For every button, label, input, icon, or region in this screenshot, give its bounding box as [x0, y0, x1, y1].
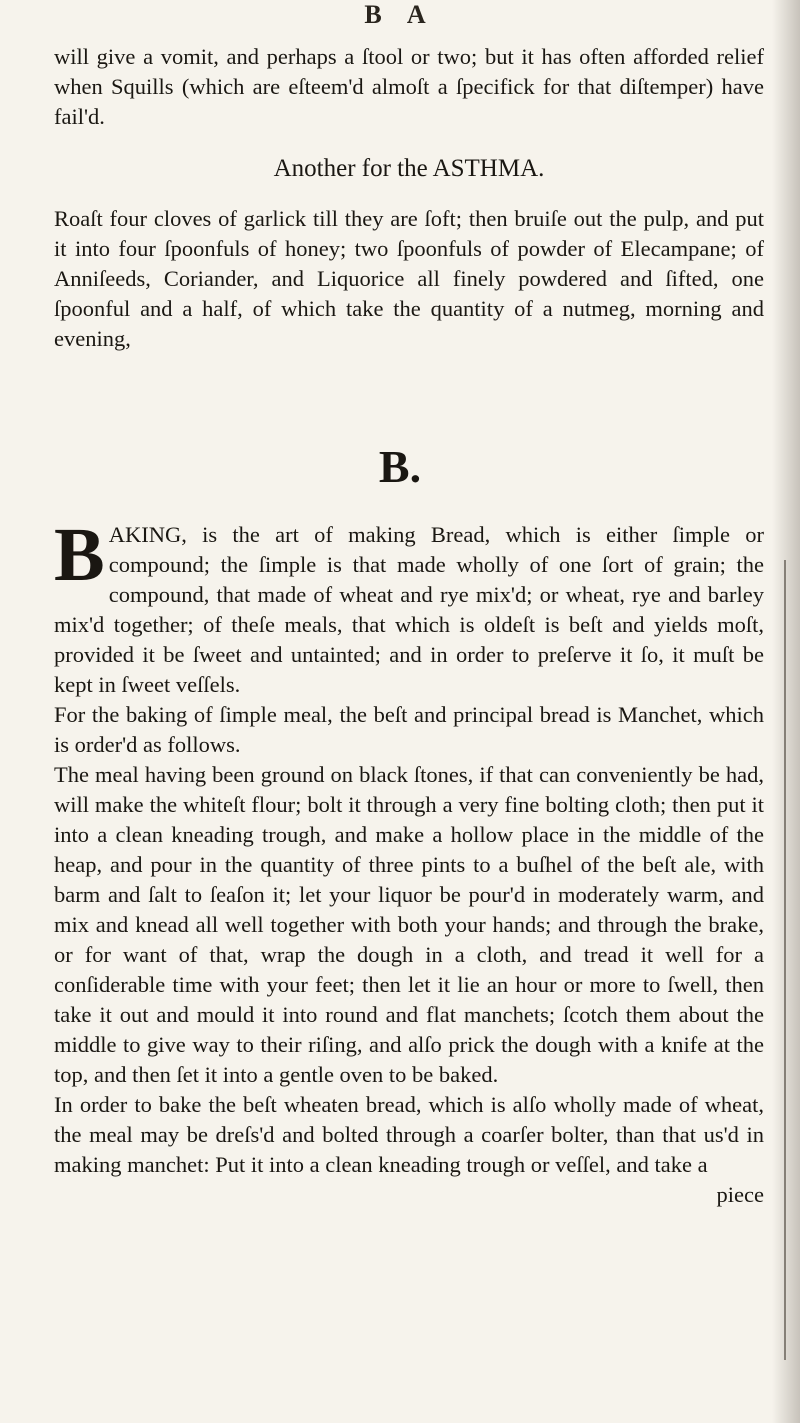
- section-letter: B.: [378, 441, 422, 492]
- baking-text-block: [54, 513, 764, 1210]
- baking-paragraph-1-text: AKING, is the art of making Bread, which is either ſimple or compound; the ſimple is that made wholly of one ſort of grain; the compound, that made of wheat and rye mix'd; or wheat, rye and barley mix'd together; of theſe meals, that which is oldeſt is beſt and yields moſt, provided it be ſweet and untainted; and in order to preſerve it ſo, it muſt be kept in ſweet veſſels.: [54, 522, 764, 697]
- page-edge-line: [784, 560, 786, 1360]
- baking-paragraph-2: For the baking of ſimple meal, the beſt and principal bread is Manchet, which is order'd as follows.: [54, 702, 764, 757]
- drop-cap: B: [54, 513, 105, 597]
- baking-paragraph-4: In order to bake the beſt wheaten bread, which is alſo wholly made of wheat, the meal may be dreſs'd and bolted through a coarſer bolter, than that us'd in making manchet: Put it into a clean kneading trough or veſſel, and take a: [54, 1092, 764, 1177]
- page-edge-shadow: [772, 0, 800, 1423]
- baking-paragraph-1: [54, 513, 764, 700]
- catchword: piece: [716, 1182, 764, 1207]
- recipe-heading: Another for the ASTHMA.: [273, 155, 545, 182]
- intro-paragraph: will give a vomit, and perhaps a ſtool or two; but it has often afforded relief when Squills (which are eſteem'd almoſt a ſpecifick for that diſtemper) have fail'd.: [54, 44, 764, 129]
- recipe-paragraph: Roaſt four cloves of garlick till they are ſoft; then bruiſe out the pulp, and put it into four ſpoonfuls of honey; two ſpoonfuls of powder of Elecampane; of Anniſeeds, Coriander, and Liquorice all finely powdered and ſifted, one ſpoonful and a half, of which take the quantity of a nutmeg, morning and evening,: [54, 206, 764, 351]
- baking-paragraph-3: The meal having been ground on black ſtones, if that can conveniently be had, will make the whiteſt flour; bolt it through a very fine bolting cloth; then put it into a clean kneading trough, and make a hollow place in the middle of the heap, and pour in the quantity of three pints to a buſhel of the beſt ale, with barm and ſalt to ſeaſon it; let your liquor be pour'd in moderately warm, and mix and knead all well together with both your hands; and through the brake, or for want of that, wrap the dough in a cloth, and tread it well for a conſiderable time with your feet; then let it lie an hour or more to ſwell, then take it out and mould it into round and flat manchets; ſcotch them about the middle to give way to their riſing, and alſo prick the dough with a knife at the top, and then ſet it into a gentle oven to be baked.: [54, 762, 764, 1087]
- running-head: B A: [364, 0, 436, 29]
- top-text-block: [54, 42, 764, 354]
